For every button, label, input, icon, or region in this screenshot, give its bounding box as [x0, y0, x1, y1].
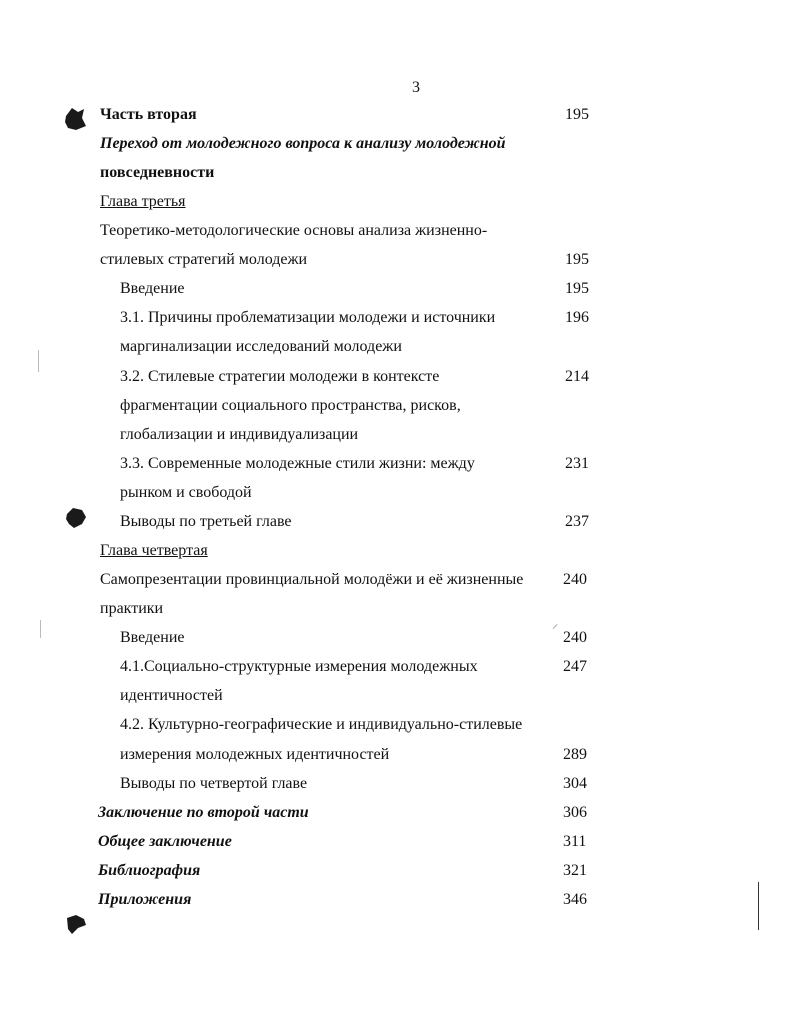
toc-entry: Введение: [120, 629, 185, 646]
toc-page-number: 311: [563, 833, 587, 850]
toc-chapter-heading: Глава третья: [100, 193, 186, 210]
toc-entry: маргинализации исследований молодежи: [120, 338, 402, 355]
toc-page-number: 304: [563, 775, 587, 792]
toc-part-title: Часть вторая: [100, 106, 197, 123]
toc-entry: 4.2. Культурно-географические и индивидуально-стилевые: [120, 716, 523, 733]
toc-chapter-title: практики: [100, 600, 164, 617]
scan-speck: [38, 350, 39, 372]
toc-page-number: 196: [565, 309, 589, 326]
toc-page-number: 321: [563, 862, 587, 879]
toc-chapter-title: стилевых стратегий молодежи: [100, 251, 308, 268]
toc-page-number: 247: [563, 658, 587, 675]
scan-line-right: [758, 882, 759, 930]
toc-entry: Выводы по третьей главе: [120, 513, 292, 530]
toc-part-subtitle: повседневности: [100, 164, 215, 181]
toc-entry: идентичностей: [120, 687, 223, 704]
toc-entry: 3.3. Современные молодежные стили жизни: между: [120, 455, 475, 472]
toc-entry: Выводы по четвертой главе: [120, 775, 308, 792]
page-number: 3: [412, 79, 420, 96]
toc-page-number: 240: [563, 571, 587, 588]
toc-page-number: 306: [563, 804, 587, 821]
scan-speck: [553, 624, 558, 629]
toc-page-number: 240: [563, 629, 587, 646]
punch-hole-mark-middle: [64, 506, 88, 530]
toc-entry: 3.2. Стилевые стратегии молодежи в контексте: [120, 368, 440, 385]
toc-entry: фрагментации социального пространства, рисков,: [120, 397, 461, 414]
toc-chapter-heading: Глава четвертая: [100, 542, 208, 559]
toc-entry: 4.1.Социально-структурные измерения молодежных: [120, 658, 478, 675]
toc-page-number: 231: [565, 455, 589, 472]
toc-entry: измерения молодежных идентичностей: [120, 746, 390, 763]
toc-entry: Введение: [120, 280, 185, 297]
toc-page-number: 195: [565, 280, 589, 297]
toc-section-title: Библиография: [98, 862, 201, 879]
toc-section-title: Приложения: [98, 891, 192, 908]
toc-section-title: Заключение по второй части: [98, 804, 309, 821]
punch-hole-mark-top: [62, 106, 88, 132]
toc-page-number: 289: [563, 746, 587, 763]
toc-part-subtitle: Переход от молодежного вопроса к анализу молодежной: [100, 135, 506, 152]
toc-page-number: 195: [565, 106, 589, 123]
scan-speck: [40, 620, 41, 638]
toc-chapter-title: Теоретико-методологические основы анализа жизненно-: [100, 222, 488, 239]
toc-page-number: 237: [565, 513, 589, 530]
toc-page-number: 195: [565, 251, 589, 268]
toc-entry: 3.1. Причины проблематизации молодежи и источники: [120, 309, 496, 326]
toc-page-number: 214: [565, 368, 589, 385]
toc-section-title: Общее заключение: [98, 833, 232, 850]
toc-entry: рынком и свободой: [120, 484, 252, 501]
punch-hole-mark-bottom: [64, 912, 88, 936]
toc-page-number: 346: [563, 891, 587, 908]
toc-entry: глобализации и индивидуализации: [120, 426, 359, 443]
toc-chapter-title: Самопрезентации провинциальной молодёжи и её жизненные: [100, 571, 524, 588]
